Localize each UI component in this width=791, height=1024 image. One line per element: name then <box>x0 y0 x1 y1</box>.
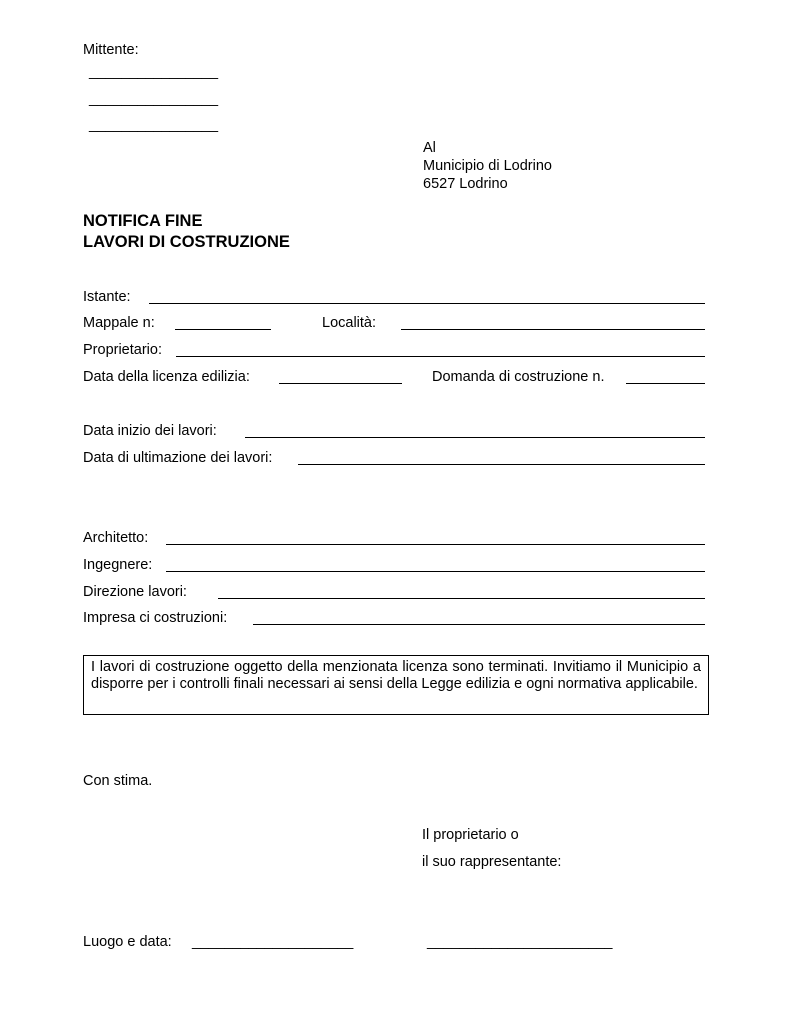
data-licenza-label: Data della licenza edilizia: <box>83 369 250 385</box>
proprietario-input-line[interactable] <box>176 356 705 357</box>
luogo-data-label: Luogo e data: <box>83 934 172 950</box>
impresa-input-line[interactable] <box>253 624 705 625</box>
signature-label-line-2: il suo rappresentante: <box>422 854 562 870</box>
localita-input-line[interactable] <box>401 329 705 330</box>
ingegnere-input-line[interactable] <box>166 571 705 572</box>
inizio-lavori-input-line[interactable] <box>245 437 705 438</box>
document-title-line-2: LAVORI DI COSTRUZIONE <box>83 233 290 251</box>
data-licenza-input-line[interactable] <box>279 383 402 384</box>
ultimazione-lavori-input-line[interactable] <box>298 464 705 465</box>
notice-text: I lavori di costruzione oggetto della menzionata licenza sono terminati. Invitiamo il Municipio a disporre per i controlli finali necessari ai sensi della Legge edilizia e ogni normativa applicabile. <box>91 659 701 693</box>
domanda-label: Domanda di costruzione n. <box>432 369 605 385</box>
architetto-input-line[interactable] <box>166 544 705 545</box>
sender-line-2[interactable]: ________________ <box>89 91 219 107</box>
domanda-input-line[interactable] <box>626 383 705 384</box>
istante-label: Istante: <box>83 289 131 305</box>
signature-input-line[interactable]: _______________________ <box>427 934 613 950</box>
istante-input-line[interactable] <box>149 303 705 304</box>
document-title-line-1: NOTIFICA FINE <box>83 212 203 230</box>
sender-label: Mittente: <box>83 42 139 58</box>
direzione-lavori-label: Direzione lavori: <box>83 584 187 600</box>
sender-line-1[interactable]: ________________ <box>89 64 219 80</box>
impresa-label: Impresa ci costruzioni: <box>83 610 228 626</box>
proprietario-label: Proprietario: <box>83 342 162 358</box>
recipient-line-3: 6527 Lodrino <box>423 176 508 192</box>
recipient-line-1: Al <box>423 140 436 156</box>
inizio-lavori-label: Data inizio dei lavori: <box>83 423 217 439</box>
mappale-input-line[interactable] <box>175 329 271 330</box>
direzione-lavori-input-line[interactable] <box>218 598 705 599</box>
ultimazione-lavori-label: Data di ultimazione dei lavori: <box>83 450 273 466</box>
ingegnere-label: Ingegnere: <box>83 557 153 573</box>
signature-label-line-1: Il proprietario o <box>422 827 519 843</box>
architetto-label: Architetto: <box>83 530 149 546</box>
notice-box <box>83 655 709 715</box>
mappale-label: Mappale n: <box>83 315 155 331</box>
recipient-line-2: Municipio di Lodrino <box>423 158 552 174</box>
localita-label: Località: <box>322 315 377 331</box>
luogo-data-input-line[interactable]: ____________________ <box>192 934 354 950</box>
closing-text: Con stima. <box>83 773 153 789</box>
sender-line-3[interactable]: ________________ <box>89 117 219 133</box>
